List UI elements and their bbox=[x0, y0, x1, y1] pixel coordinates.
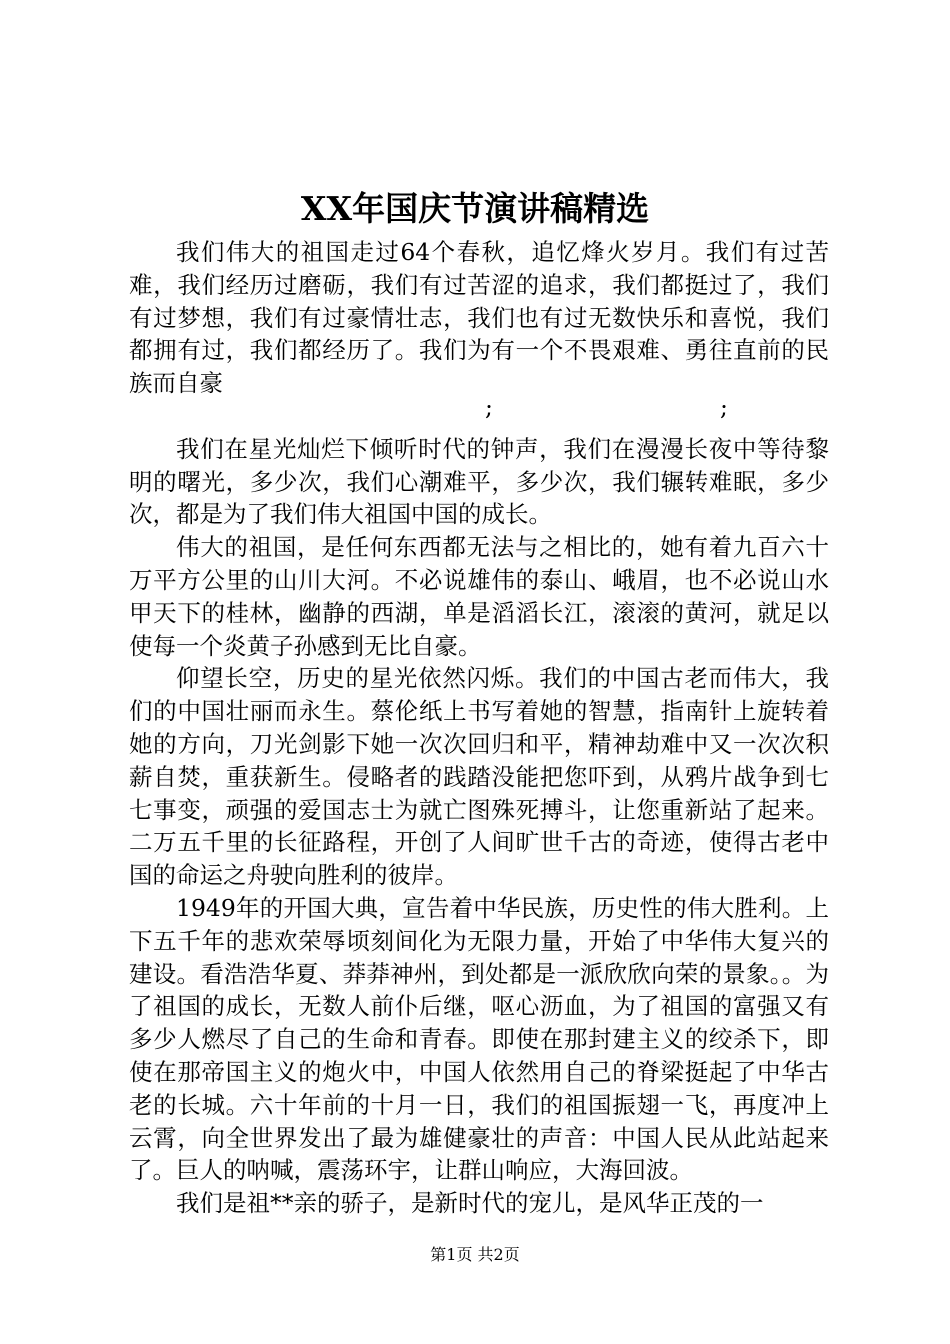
page-footer: 第1页 共2页 bbox=[430, 1245, 520, 1264]
paragraph-1-text: 我们伟大的祖国走过64个春秋，追忆烽火岁月。我们有过苦难，我们经历过磨砺，我们有过苦涩的追求，我们都挺过了，我们有过梦想，我们有过豪情壮志，我们也有过无数快乐和喜悦，我们都拥有过，我们都经历了。我们为有一个不畏艰难、勇往直前的民族而自豪 bbox=[129, 238, 829, 398]
paragraph-5: 1949年的开国大典，宣告着中华民族，历史性的伟大胜利。上下五千年的悲欢荣辱顷刻间化为无限力量，开始了中华伟大复兴的建设。看浩浩华夏、莽莽神州，到处都是一派欣欣向荣的景象。。为了祖国的成长，无数人前仆后继，呕心沥血，为了祖国的富强又有多少人燃尽了自己的生命和青春。即使在那封建主义的绞杀下，即使在那帝国主义的炮火中，中国人依然用自己的脊梁挺起了中华古老的长城。六十年前的十月一日，我们的祖国振翅一飞，再度冲上云霄，向全世界发出了最为雄健豪壮的声音：中国人民从此站起来了。巨人的呐喊，震荡环宇，让群山响应，大海回波。 bbox=[129, 893, 829, 1185]
paragraph-4: 仰望长空，历史的星光依然闪烁。我们的中国古老而伟大，我们的中国壮丽而永生。蔡伦纸上书写着她的智慧，指南针上旋转着她的方向，刀光剑影下她一次次回归和平，精神劫难中又一次次积薪自焚，重获新生。侵略者的践踏没能把您吓到，从鸦片战争到七七事变，顽强的爱国志士为就亡图殊死搏斗，让您重新站了起来。二万五千里的长征路程，开创了人间旷世千古的奇迹，使得古老中国的命运之舟驶向胜利的彼岸。 bbox=[129, 664, 829, 890]
paragraph-2: 我们在星光灿烂下倾听时代的钟声，我们在漫漫长夜中等待黎明的曙光，多少次，我们心潮难平，多少次，我们辗转难眠，多少次，都是为了我们伟大祖国中国的成长。 bbox=[129, 434, 829, 529]
paragraph-6: 我们是祖**亲的骄子，是新时代的宠儿，是风华正茂的一 bbox=[176, 1189, 764, 1218]
paragraph-3: 伟大的祖国，是任何东西都无法与之相比的，她有着九百六十万平方公里的山川大河。不必说雄伟的泰山、峨眉，也不必说山水甲天下的桂林，幽静的西湖，单是滔滔长江，滚滚的黄河，就足以使每一个炎黄子孙感到无比自豪。 bbox=[129, 533, 829, 660]
semicolon-2: ; bbox=[720, 393, 728, 422]
document-body bbox=[129, 236, 829, 1220]
document-title: XX年国庆节演讲稿精选 bbox=[300, 189, 650, 228]
paragraph-1 bbox=[129, 236, 829, 422]
semicolon-1: ; bbox=[485, 393, 493, 422]
